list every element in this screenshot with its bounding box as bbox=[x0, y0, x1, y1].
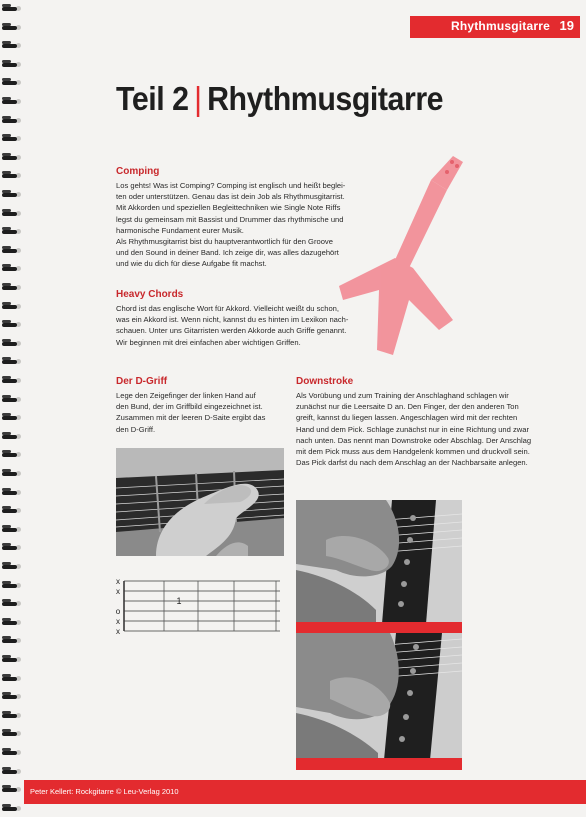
binding-ring bbox=[2, 655, 22, 664]
binding-ring bbox=[2, 283, 22, 292]
comping-text bbox=[116, 180, 416, 270]
binding-ring bbox=[2, 78, 22, 87]
binding-ring bbox=[2, 413, 22, 422]
heading-comping: Comping bbox=[116, 166, 160, 177]
finger-label: 1 bbox=[176, 596, 182, 606]
binding-ring bbox=[2, 748, 22, 757]
title-part: Teil 2 bbox=[116, 80, 189, 117]
string-mark-4: o bbox=[115, 607, 121, 616]
binding-ring bbox=[2, 450, 22, 459]
text-line: was ein Akkord ist. Wenn nicht, kannst du es hinten im Lexikon nach- bbox=[116, 315, 349, 325]
binding-ring bbox=[2, 23, 22, 32]
binding-ring bbox=[2, 376, 22, 385]
binding-ring bbox=[2, 227, 22, 236]
text-line: Mit Akkorden und speziellen Begleittechniken wie Single Note Riffs bbox=[116, 203, 341, 213]
downstroke-text bbox=[296, 390, 566, 468]
binding-ring bbox=[2, 636, 22, 645]
spiral-binding bbox=[0, 0, 24, 817]
binding-ring bbox=[2, 339, 22, 348]
d-chord-diagram bbox=[114, 578, 282, 634]
page-title bbox=[116, 80, 443, 118]
text-line: zunächst nur die Leersaite D an. Den Finger, der den anderen Ton bbox=[296, 402, 519, 412]
heavy-chords-text bbox=[116, 303, 416, 348]
text-line: mit dem Pick muss aus dem Handgelenk kommen und druckvoll sein. bbox=[296, 447, 530, 457]
text-line: ten oder unterstützen. Genau das ist dein Job als Rhythmusgitarrist. bbox=[116, 192, 345, 202]
binding-ring bbox=[2, 395, 22, 404]
binding-ring bbox=[2, 246, 22, 255]
string-mark-6: x bbox=[116, 627, 120, 634]
binding-ring bbox=[2, 543, 22, 552]
text-line: legst du gemeinsam mit Bassist und Drummer das rhythmische und bbox=[116, 214, 344, 224]
binding-ring bbox=[2, 116, 22, 125]
text-line: Als Vorübung und zum Training der Anschlaghand schlagen wir bbox=[296, 391, 509, 400]
binding-ring bbox=[2, 767, 22, 776]
header-tab bbox=[410, 16, 580, 38]
binding-ring bbox=[2, 469, 22, 478]
string-mark-1: x bbox=[116, 578, 120, 586]
string-mark-5: x bbox=[116, 617, 120, 626]
text-line: und wie du dich für diese Aufgabe fit machst. bbox=[116, 259, 267, 269]
binding-ring bbox=[2, 41, 22, 50]
text-line: und den Sound in deiner Band. Ich zeige dir, was alles dazugehört bbox=[116, 248, 339, 258]
binding-ring bbox=[2, 134, 22, 143]
binding-ring bbox=[2, 711, 22, 720]
heading-downstroke: Downstroke bbox=[296, 376, 354, 387]
text-line: schauen. Unter uns Gitarristen werden Akkorde auch Griffe genannt. bbox=[116, 326, 347, 336]
photo-pick-hand-2 bbox=[296, 633, 462, 760]
binding-ring bbox=[2, 209, 22, 218]
d-griff-text bbox=[116, 390, 288, 435]
heading-d-griff: Der D-Griff bbox=[116, 376, 168, 387]
binding-ring bbox=[2, 525, 22, 534]
text-line: Wir beginnen mit drei einfachen aber wichtigen Griffen. bbox=[116, 337, 301, 347]
text-line: Das Pick darfst du nach dem Anschlag an der Nachbarsaite anlegen. bbox=[296, 458, 528, 468]
title-topic: Rhythmusgitarre bbox=[207, 80, 444, 117]
binding-ring bbox=[2, 432, 22, 441]
photo-pick-hand-1 bbox=[296, 500, 462, 624]
heading-heavy-chords: Heavy Chords bbox=[116, 289, 184, 300]
text-line: nach unten. Das nennt man Downstroke oder Abschlag. Der Anschlag bbox=[296, 435, 532, 445]
binding-ring bbox=[2, 264, 22, 273]
binding-ring bbox=[2, 674, 22, 683]
text-line: Als Rhythmusgitarrist bist du hauptverantwortlich für den Groove bbox=[116, 237, 333, 247]
binding-ring bbox=[2, 171, 22, 180]
binding-ring bbox=[2, 190, 22, 199]
text-line: Lege den Zeigefinger der linken Hand auf bbox=[116, 391, 256, 400]
binding-ring bbox=[2, 692, 22, 701]
photo-divider-2 bbox=[296, 758, 462, 770]
binding-ring bbox=[2, 599, 22, 608]
photo-divider-1 bbox=[296, 622, 462, 633]
binding-ring bbox=[2, 506, 22, 515]
photo-fretting-hand bbox=[116, 448, 284, 556]
text-line: greift, kannst du liegen lassen. Angeschlagen wird mit der rechten bbox=[296, 413, 518, 423]
binding-ring bbox=[2, 562, 22, 571]
header-section-title: Rhythmusgitarre bbox=[450, 19, 550, 33]
footer-credit: Peter Kellert: Rockgitarre © Leu-Verlag 2010 bbox=[30, 787, 179, 796]
binding-ring bbox=[2, 488, 22, 497]
text-line: den Bund, der im Griffbild eingezeichnet ist. bbox=[116, 402, 263, 412]
footer-bar bbox=[24, 780, 586, 804]
binding-ring bbox=[2, 618, 22, 627]
binding-ring bbox=[2, 785, 22, 794]
text-line: Chord ist das englische Wort für Akkord. Vielleicht weißt du schon, bbox=[116, 304, 339, 313]
binding-ring bbox=[2, 153, 22, 162]
string-mark-2: x bbox=[116, 587, 120, 596]
binding-ring bbox=[2, 729, 22, 738]
binding-ring bbox=[2, 97, 22, 106]
binding-ring bbox=[2, 581, 22, 590]
binding-ring bbox=[2, 60, 22, 69]
title-separator: | bbox=[194, 80, 202, 117]
page-number: 19 bbox=[559, 18, 574, 33]
text-line: den D-Griff. bbox=[116, 424, 156, 434]
binding-ring bbox=[2, 804, 22, 813]
text-line: Zusammen mit der leeren D-Saite ergibt das bbox=[116, 413, 266, 423]
text-line: harmonische Fundament eurer Musik. bbox=[116, 225, 244, 235]
binding-ring bbox=[2, 320, 22, 329]
binding-ring bbox=[2, 357, 22, 366]
binding-ring bbox=[2, 302, 22, 311]
text-line: Hand und dem Pick. Schlage zunächst nur in eine Richtung und zwar bbox=[296, 424, 530, 434]
binding-ring bbox=[2, 4, 22, 13]
text-line: Los gehts! Was ist Comping? Comping ist englisch und heißt beglei- bbox=[116, 181, 346, 190]
